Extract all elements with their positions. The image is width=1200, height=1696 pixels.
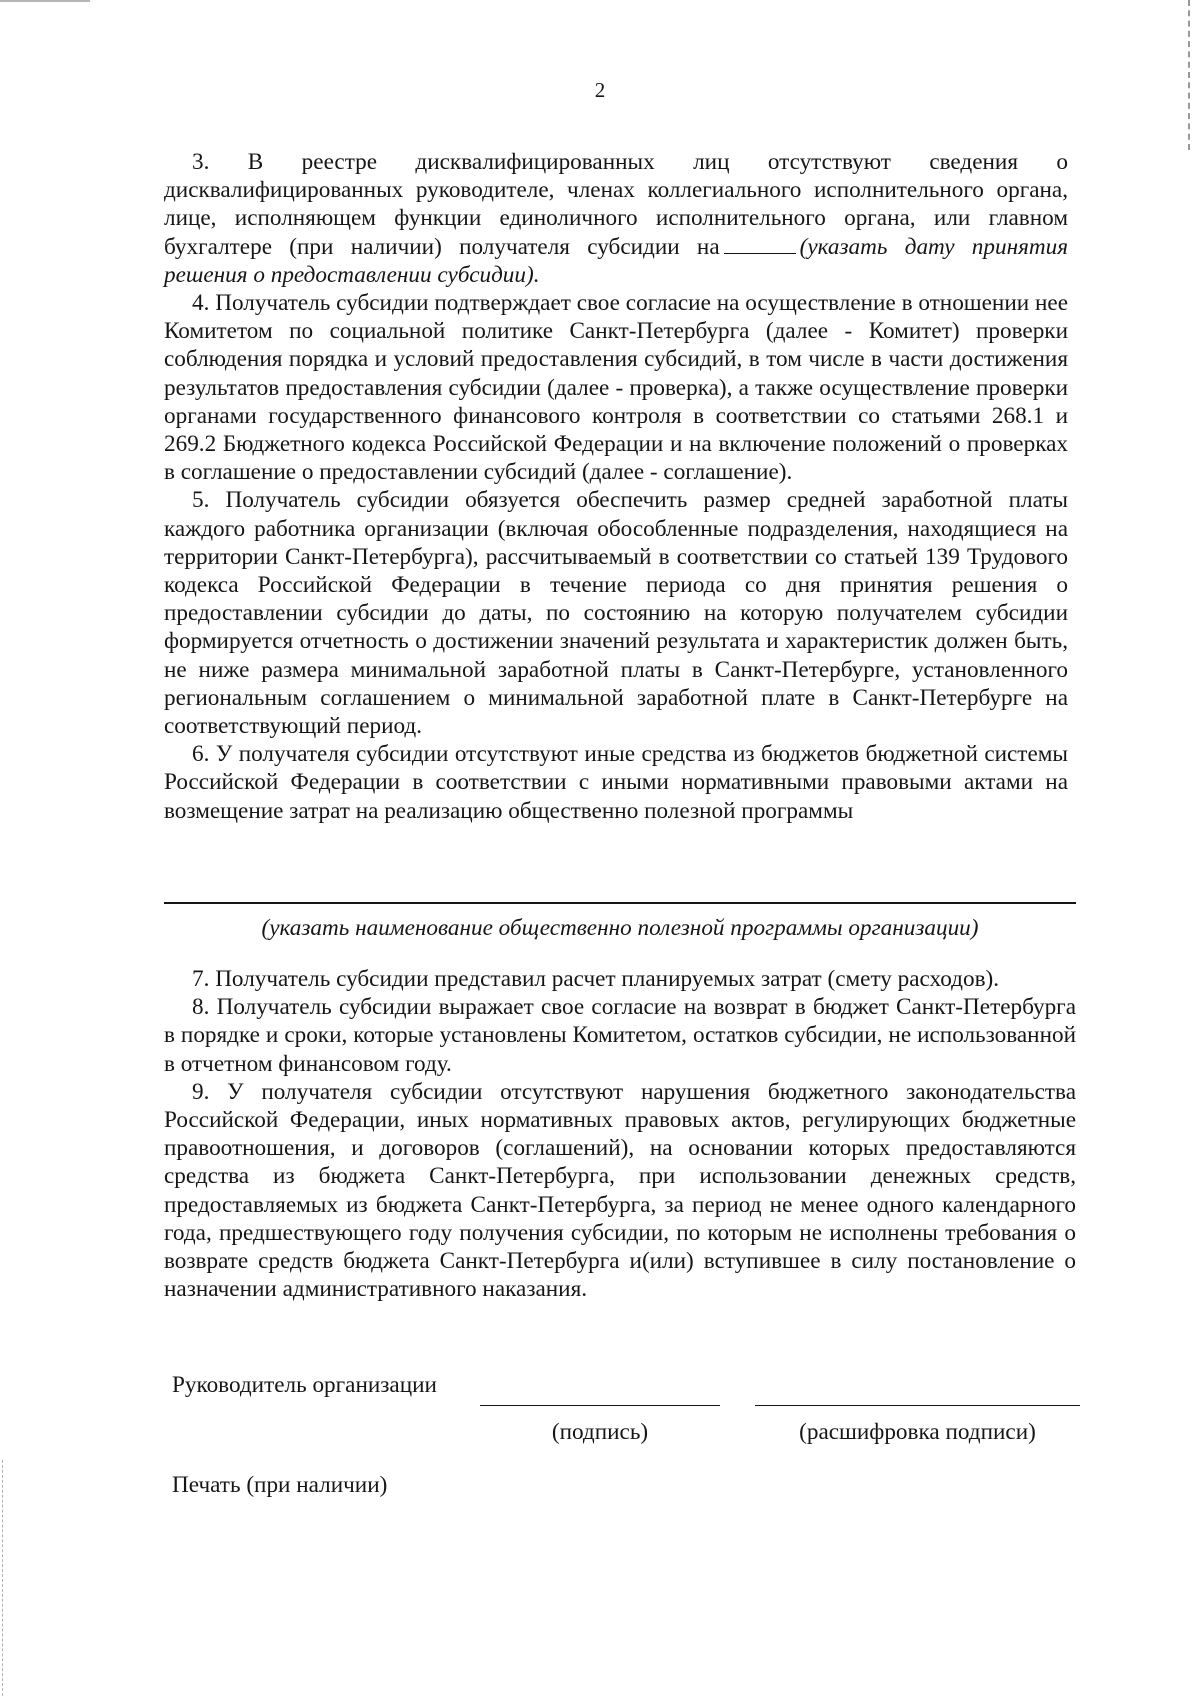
date-blank-field xyxy=(724,239,796,254)
item-3-note: (указать дату принятия решения о предоставлении субсидии). xyxy=(164,233,1068,288)
stamp-label: Печать (при наличии) xyxy=(172,1472,388,1498)
item-9: 9. У получателя субсидии отсутствуют нарушения бюджетного законодательства Российской Федерации, иных нормативных правовых актов, регулирующих бюджетные правоотношения, и договоров (соглашений), на основании которых предоставляются средства из бюджета Санкт-Петербурга, при использовании денежных средств, предоставляемых из бюджета Санкт-Петербурга, за период не менее одного календарного года, предшествующего году получения субсидии, по которым не исполнены требования о возврате средств бюджета Санкт-Петербурга и(или) вступившее в силу постановление о назначении административного наказания. xyxy=(164,1078,1076,1303)
head-of-organization-label: Руководитель организации xyxy=(172,1372,437,1398)
item-7: 7. Получатель субсидии представил расчет планируемых затрат (смету расходов). xyxy=(192,966,1000,992)
item-3 xyxy=(164,148,1068,289)
program-name-line xyxy=(164,902,1076,904)
scan-edge-top xyxy=(0,0,90,2)
item-3-text: 3. В реестре дисквалифицированных лиц отсутствуют сведения о дисквалифицированных руководителе, членах коллегиального исполнительного органа, лице, исполняющем функции единоличного исполнительного органа, или главном бухгалтере (при наличии) получателя субсидии на xyxy=(164,149,1068,260)
item-6: 6. У получателя субсидии отсутствуют иные средства из бюджетов бюджетной системы Российской Федерации в соответствии с иными нормативными правовыми актами на возмещение затрат на реализацию общественно полезной программы xyxy=(164,741,1068,824)
scan-edge-right xyxy=(1186,0,1190,150)
page-number: 2 xyxy=(594,78,606,102)
body-text-lower xyxy=(164,965,1076,1303)
item-8: 8. Получатель субсидии выражает свое согласие на возврат в бюджет Санкт-Петербурга в порядке и сроки, которые установлены Комитетом, остатков субсидии, не использованной в отчетном финансовом году. xyxy=(164,994,1076,1077)
signature-transcript-caption: (расшифровка подписи) xyxy=(799,1419,1036,1445)
signature-transcript-line xyxy=(755,1405,1080,1406)
signature-caption: (подпись) xyxy=(551,1419,649,1445)
item-5: 5. Получатель субсидии обязуется обеспечить размер средней заработной платы каждого работника организации (включая обособленные подразделения, находящиеся на территории Санкт-Петербурга), рассчитываемый в соответствии со статьей 139 Трудового кодекса Российской Федерации в течение периода со дня принятия решения о предоставлении субсидии до даты, по состоянию на которую получателем субсидии формируется отчетность о достижении значений результата и характеристик должен быть, не ниже размера минимальной заработной платы в Санкт-Петербурге, установленного региональным соглашением о минимальной заработной плате в Санкт-Петербурге на соответствующий период. xyxy=(164,487,1068,740)
signature-line xyxy=(480,1405,720,1406)
program-name-caption: (указать наименование общественно полезной программы организации) xyxy=(261,915,979,941)
item-4: 4. Получатель субсидии подтверждает свое согласие на осуществление в отношении нее Комитетом по социальной политике Санкт-Петербурга (далее - Комитет) проверки соблюдения порядка и условий предоставления субсидий, в том числе в части достижения результатов предоставления субсидии (далее - проверка), а также осуществление проверки органами государственного финансового контроля в соответствии со статьями 268.1 и 269.2 Бюджетного кодекса Российской Федерации и на включение положений о проверках в соглашение о предоставлении субсидий (далее - соглашение). xyxy=(164,290,1068,486)
scan-edge-left xyxy=(2,1460,4,1696)
body-text-upper xyxy=(164,148,1068,825)
